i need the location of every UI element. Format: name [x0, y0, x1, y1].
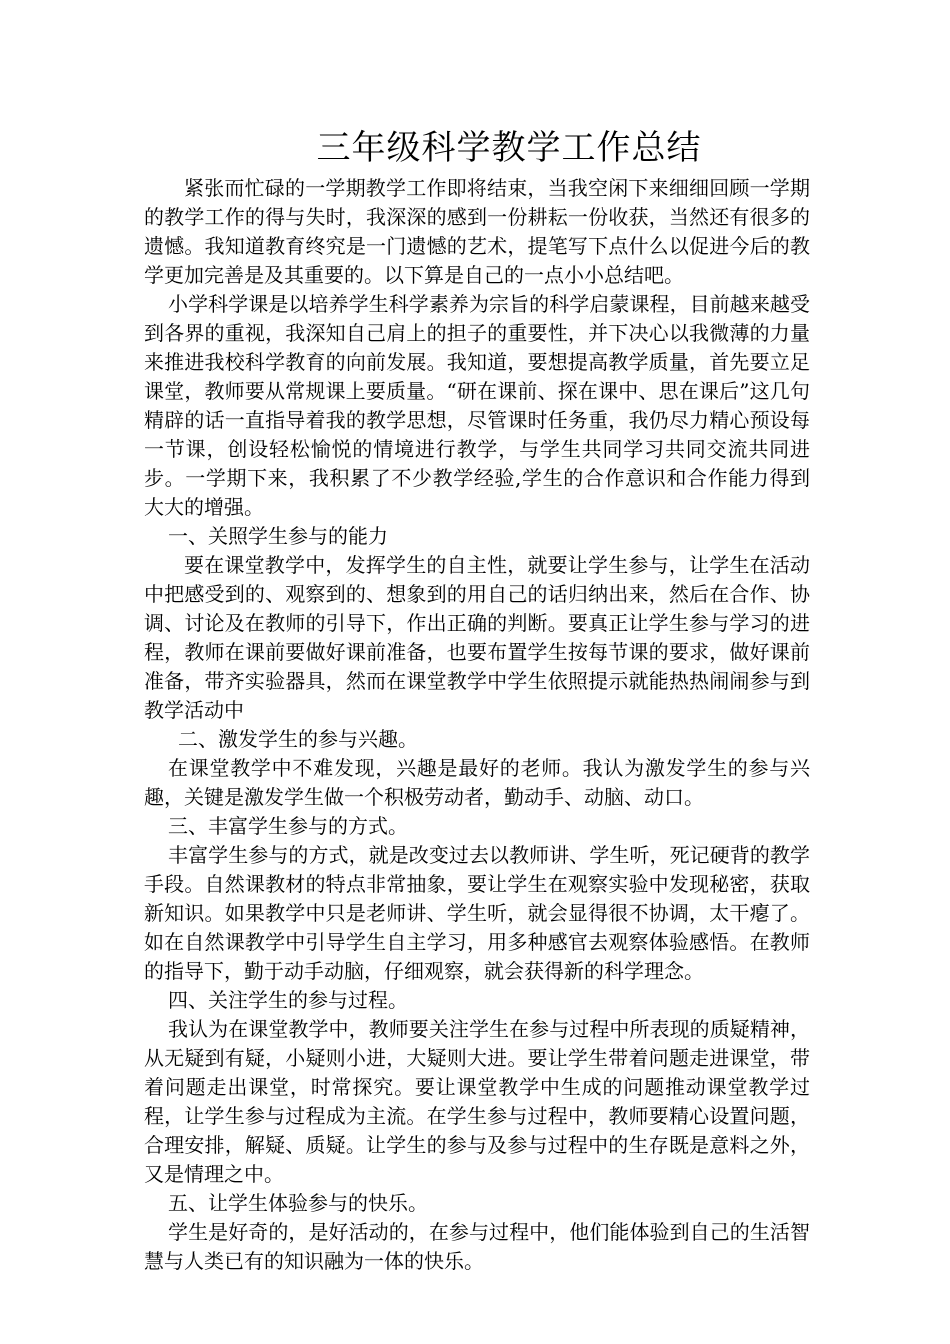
document-body	[144, 174, 810, 1276]
section-paragraph-1: 要在课堂教学中，发挥学生的自主性，就要让学生参与，让学生在活动中把感受到的、观察到的、想象到的用自己的话归纳出来，然后在合作、协调、讨论及在教师的引导下，作出正确的判断。要真正让学生参与学习的进程，教师在课前要做好课前准备，也要布置学生按每节课的要求，做好课前准备，带齐实验器具，然而在课堂教学中学生依照提示就能热热闹闹参与到教学活动中	[144, 553, 810, 722]
document-title: 三年级科学教学工作总结	[316, 128, 702, 168]
section-heading-1: 一、关照学生参与的能力	[168, 524, 388, 548]
section-paragraph-5: 学生是好奇的，是好活动的，在参与过程中，他们能体验到自己的生活智慧与人类已有的知识融为一体的快乐。	[144, 1220, 810, 1273]
section-paragraph-4: 我认为在课堂教学中，教师要关注学生在参与过程中所表现的质疑精神，从无疑到有疑，小疑则小进，大疑则大进。要让学生带着问题走进课堂，带着问题走出课堂，时常探究。要让课堂教学中生成的问题推动课堂教学过程，让学生参与过程成为主流。在学生参与过程中，教师要精心设置问题，合理安排，解疑、质疑。让学生的参与及参与过程中的生存既是意料之外，又是情理之中。	[144, 1017, 810, 1186]
section-paragraph-3: 丰富学生参与的方式，就是改变过去以教师讲、学生听，死记硬背的教学手段。自然课教材的特点非常抽象，要让学生在观察实验中发现秘密，获取新知识。如果教学中只是老师讲、学生听，就会显得很不协调，太干瘪了。如在自然课教学中引导学生自主学习，用多种感官去观察体验感悟。在教师的指导下，勤于动手动脑，仔细观察，就会获得新的科学理念。	[144, 843, 810, 983]
section-heading-5: 五、让学生体验参与的快乐。	[168, 1191, 428, 1215]
overview-paragraph: 小学科学课是以培养学生科学素养为宗旨的科学启蒙课程，目前越来越受到各界的重视，我深知自己肩上的担子的重要性，并下决心以我微薄的力量来推进我校科学教育的向前发展。我知道，要想提高教学质量，首先要立足课堂，教师要从常规课上要质量。“研在课前、探在课中、思在课后”这几句精辟的话一直指导着我的教学思想，尽管课时任务重，我仍尽力精心预设每一节课，创设轻松愉悦的情境进行教学，与学生共同学习共同交流共同进步。一学期下来，我积累了不少教学经验,学生的合作意识和合作能力得到大大的增强。	[144, 292, 810, 519]
section-heading-4: 四、关注学生的参与过程。	[168, 988, 408, 1012]
section-heading-3: 三、丰富学生参与的方式。	[168, 814, 408, 838]
intro-paragraph: 紧张而忙碌的一学期教学工作即将结束，当我空闲下来细细回顾一学期的教学工作的得与失时，我深深的感到一份耕耘一份收获，当然还有很多的遗憾。我知道教育终究是一门遗憾的艺术，提笔写下点什么以促进今后的教学更加完善是及其重要的。以下算是自己的一点小小总结吧。	[144, 176, 810, 287]
section-paragraph-2: 在课堂教学中不难发现，兴趣是最好的老师。我认为激发学生的参与兴趣，关键是激发学生做一个积极劳动者，勤动手、动脑、动口。	[144, 756, 810, 809]
section-heading-2: 二、激发学生的参与兴趣。	[178, 727, 418, 751]
